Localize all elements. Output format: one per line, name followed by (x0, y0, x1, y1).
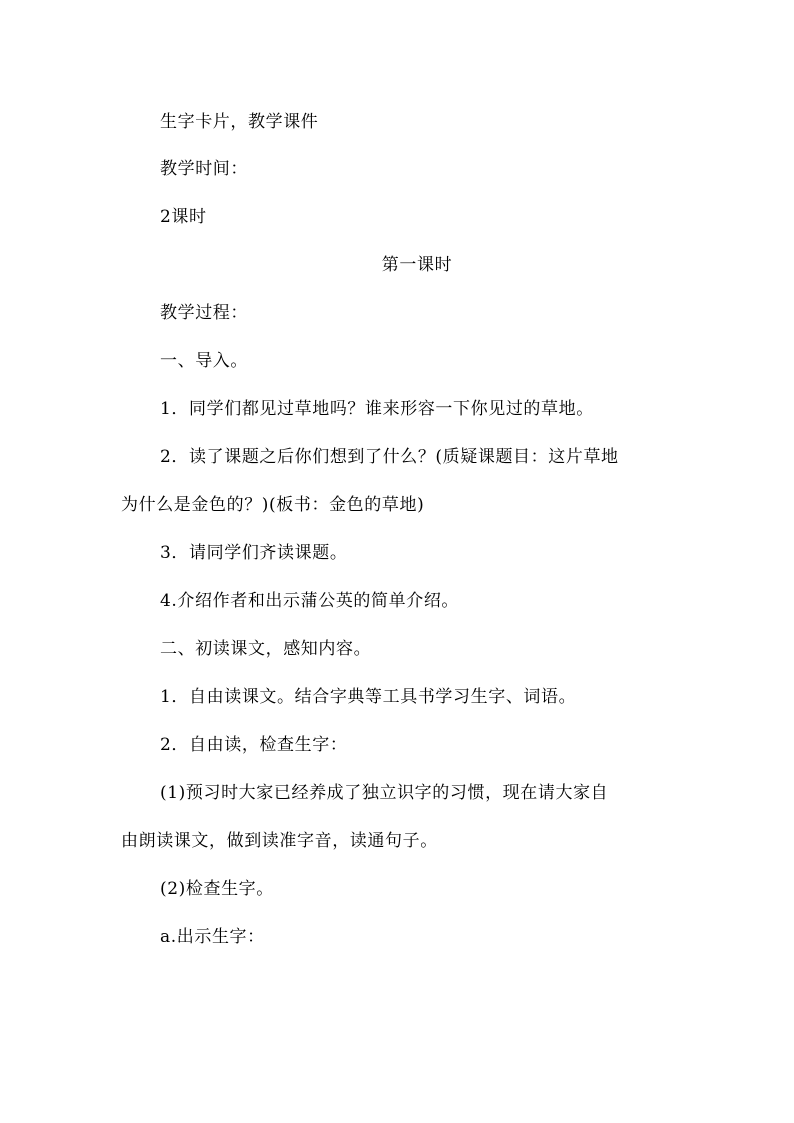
section-heading-first-lesson: 第一课时 (381, 255, 453, 275)
paragraph-process-label: 教学过程： (160, 303, 248, 323)
paragraph-teaching-time-label: 教学时间： (160, 159, 248, 179)
paragraph-teaching-time-value: 2课时 (160, 207, 207, 227)
list-item-3: 3．请同学们齐读课题。 (160, 543, 348, 563)
list-item-free-reading: 1．自由读课文。结合字典等工具书学习生字、词语。 (160, 687, 577, 707)
sub-item-a: a.出示生字： (160, 927, 265, 947)
sub-item-1-line-1: (1)预习时大家已经养成了独立识字的习惯，现在请大家自 (160, 783, 609, 803)
heading-first-reading: 二、初读课文，感知内容。 (160, 639, 372, 659)
list-item-check-characters: 2．自由读，检查生字： (160, 735, 348, 755)
list-item-2-line-1: 2．读了课题之后你们想到了什么？(质疑课题目：这片草地 (160, 447, 619, 467)
paragraph-materials: 生字卡片，教学课件 (160, 112, 319, 132)
list-item-4: 4.介绍作者和出示蒲公英的简单介绍。 (160, 591, 460, 611)
list-item-1: 1．同学们都见过草地吗？谁来形容一下你见过的草地。 (160, 399, 594, 419)
sub-item-1-line-2: 由朗读课文，做到读准字音，读通句子。 (121, 831, 438, 851)
sub-item-2: (2)检查生字。 (160, 879, 274, 899)
list-item-2-line-2: 为什么是金色的？)(板书：金色的草地) (121, 495, 425, 515)
heading-introduction: 一、导入。 (160, 351, 248, 371)
